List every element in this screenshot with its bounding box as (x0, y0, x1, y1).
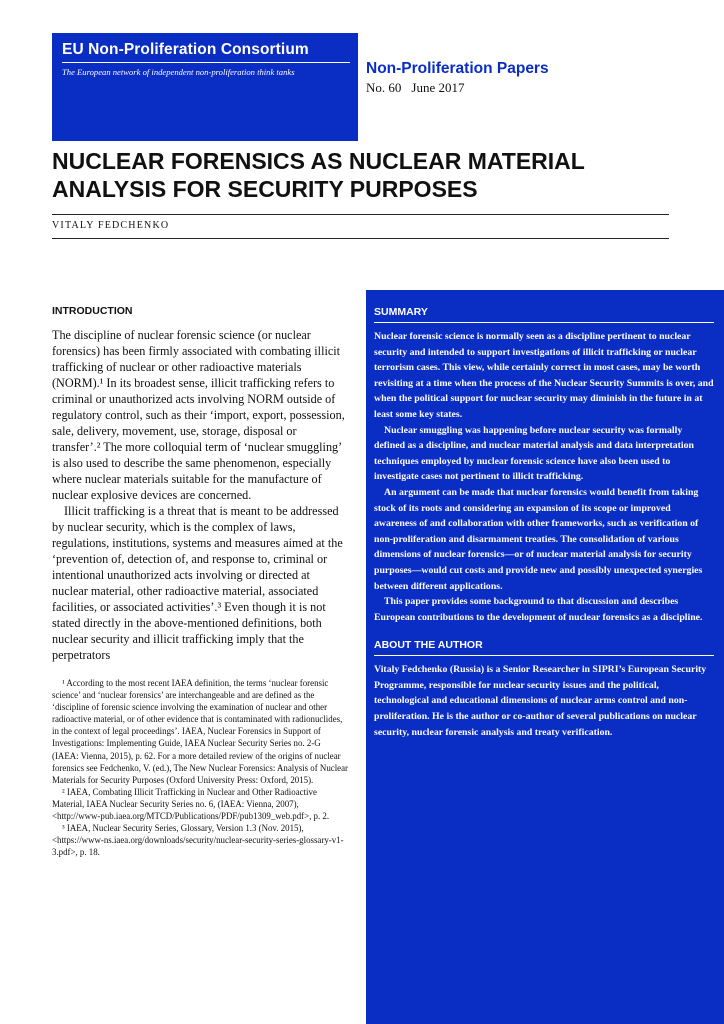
footnote-1: ¹ According to the most recent IAEA definition, the terms ‘nuclear forensic science’ and ‘nuclear forensics’ are interchangeable and are defined as the ‘discipline of forensic science involving the examination of nuclear and other radioactive material, or of other evidence that is contaminated with radionuclides, in the context of legal proceedings’. IAEA, Nuclear Forensics in Support of Investigations: Implementing Guide, IAEA Nuclear Security Series no. 2-G (IAEA: Vienna, 2015), p. 62. For a more detailed review of the origins of nuclear forensics see Fedchenko, V. (ed.), The New Nuclear Forensics: Analysis of Nuclear Materials for Security Purposes (Oxford University Press: Oxford, 2015). (52, 678, 348, 785)
summary-heading: SUMMARY (374, 306, 428, 318)
issue-date: June 2017 (411, 80, 465, 95)
consortium-banner (52, 33, 358, 141)
footnote-2: ² IAEA, Combating Illicit Trafficking in Nuclear and Other Radioactive Material, IAEA Nuclear Security Series no. 6, (IAEA: Vienna, 2007), <http://www-pub.iaea.org/MTCD/Publications/PDF/pub1309_web.pdf>, p. 2. (52, 786, 330, 822)
issue-number: No. 60 (366, 80, 402, 95)
summary-divider (374, 322, 714, 323)
paper-title (52, 147, 672, 203)
main-column (52, 305, 348, 858)
about-author-text: Vitaly Fedchenko (Russia) is a Senior Researcher in SIPRI’s European Security Programme, responsible for nuclear security issues and the political, technological and educational dimensions of nuclear arms control and non-proliferation. He is the author or co-author of several publications on nuclear security, nuclear forensic analysis and treaty verification. (374, 664, 707, 738)
summary-paragraph-1: Nuclear forensic science is normally seen as a discipline pertinent to nuclear security and intended to support investigations of illicit trafficking or nuclear terrorism cases. This view, while certainly correct in most cases, may be worth revisiting at a time when the process of the Nuclear Security Summits is over, and when the political support for nuclear security may diminish in the future in at least some key states. (374, 331, 714, 420)
intro-paragraph-1: The discipline of nuclear forensic science (or nuclear forensics) has been firmly associated with combating illicit trafficking of nuclear or other radioactive materials (NORM).¹ In its broadest sense, illicit trafficking refers to criminal or unauthorized acts involving NORM outside of regulatory control, such as their ‘import, export, possession, sale, delivery, movement, use, storage, disposal or transfer’.² The more colloquial term of ‘nuclear smuggling’ is also used to describe the same phenomenon, especially where nuclear materials suitable for the manufacture of nuclear explosive devices are concerned. (52, 328, 345, 502)
footnote-3: ³ IAEA, Nuclear Security Series, Glossary, Version 1.3 (Nov. 2015), <https://www-ns.iaea.org/downloads/security/nuclear-security-series-glossary-v1-3.pdf>, p. 18. (52, 823, 344, 858)
title-rule-bottom (52, 238, 669, 239)
title-line-1: NUCLEAR FORENSICS AS NUCLEAR MATERIAL (52, 148, 585, 174)
title-rule-top (52, 214, 669, 215)
introduction-heading: INTRODUCTION (52, 305, 133, 317)
about-author-heading: ABOUT THE AUTHOR (374, 639, 483, 652)
about-author-divider (374, 655, 714, 656)
issue-info (366, 80, 474, 96)
title-line-2: ANALYSIS FOR SECURITY PURPOSES (52, 176, 478, 202)
consortium-name: EU Non-Proliferation Consortium (62, 41, 309, 58)
author-name: VITALY FEDCHENKO (52, 220, 170, 231)
footnotes (52, 677, 348, 858)
summary-paragraph-3: An argument can be made that nuclear forensics would benefit from taking stock of its roots and considering an expansion of its scope or improved awareness of and collaboration with other frameworks, such as verification of non-proliferation and disarmament treaties. The consolidation of various dimensions of nuclear forensics—or of nuclear material analysis for security purposes—would cut costs and provide new and possibly unexpected synergies between different applications. (374, 486, 703, 592)
summary-paragraph-4: This paper provides some background to that discussion and describes European contributions to the development of nuclear forensics as a discipline. (374, 596, 703, 623)
intro-paragraph-2: Illicit trafficking is a threat that is meant to be addressed by nuclear security, which is the complex of laws, regulations, institutions, systems and measures aimed at the ‘prevention of, detection of, and response to, criminal or intentional unauthorized acts involving or directed at nuclear material, other radioactive material, associated facilities, or associated activities’.³ Even though it is not stated directly in the above-mentioned definitions, both nuclear security and illicit trafficking imply that the perpetrators (52, 504, 343, 662)
banner-divider (62, 62, 350, 63)
consortium-tagline: The European network of independent non-proliferation think tanks (62, 67, 295, 77)
series-title: Non-Proliferation Papers (366, 60, 549, 77)
summary-paragraph-2: Nuclear smuggling was happening before nuclear security was formally defined as a discipline, and nuclear material analysis and data interpretation techniques employed by nuclear forensic science have also been used to investigate cases not pertinent to illicit trafficking. (374, 424, 694, 483)
summary-panel (366, 290, 724, 1024)
